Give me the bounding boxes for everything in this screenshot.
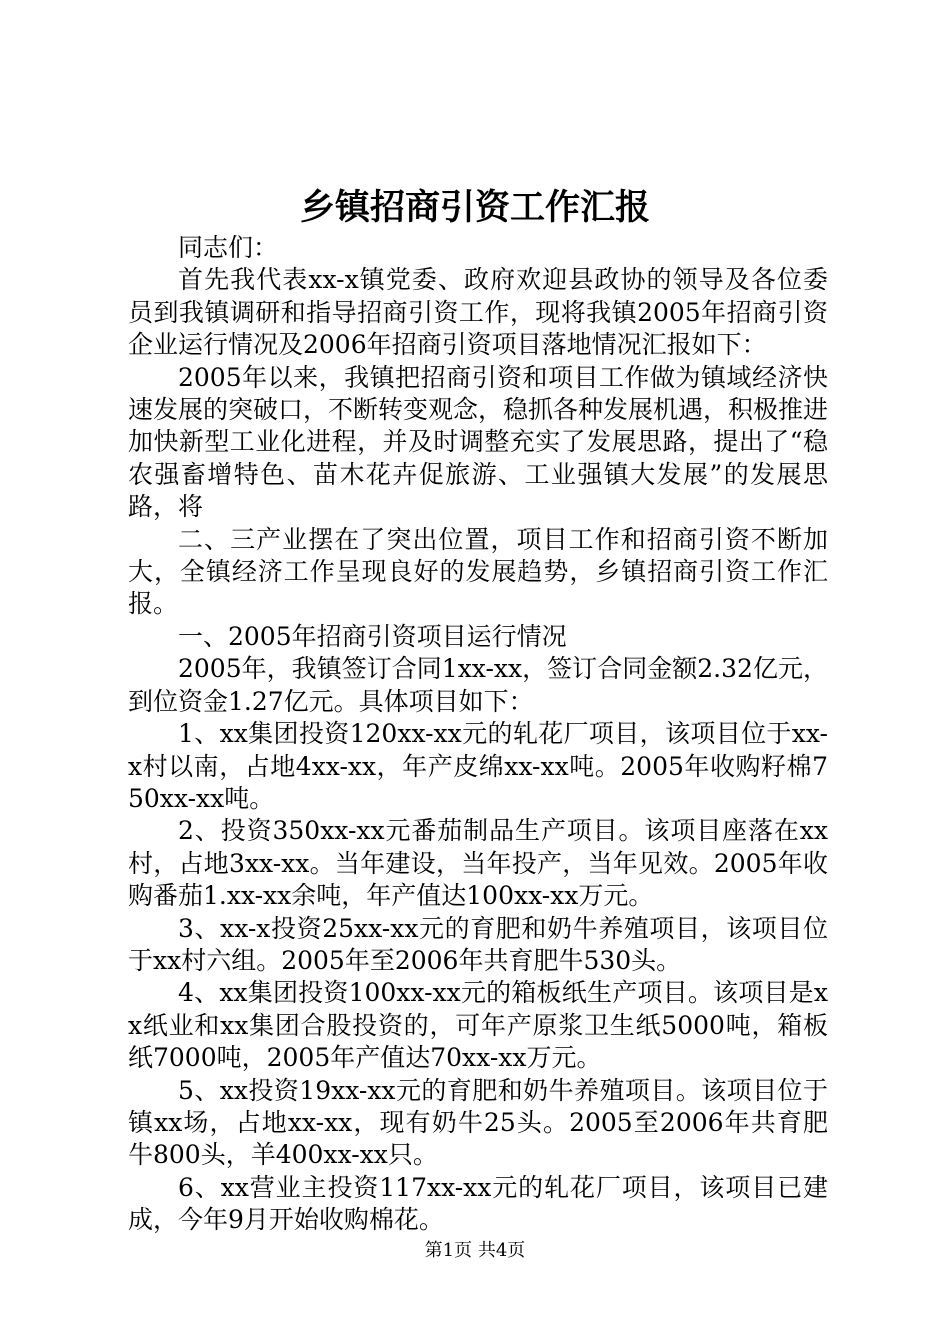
page-number-footer: 第1页 共4页 [424,1240,526,1261]
paragraph-salutation: 同志们： [178,233,279,262]
paragraph-overview: 2005年以来，我镇把招商引资和项目工作做为镇域经济快速发展的突破口，不断转变观念，稳抓各种发展机遇，积极推进加快新型工业化进程，并及时调整充实了发展思路，提出了“稳农强畜增特色、苗木花卉促旅游、工业强镇大发展”的发展思路，将 [128,362,829,522]
project-item-5: 5、xx投资19xx-xx元的育肥和奶牛养殖项目。该项目位于镇xx场，占地xx-xx，现有奶牛25头。2005至2006年共育肥牛800头，羊400xx-xx只。 [128,1075,828,1170]
project-item-6: 6、xx营业主投资117xx-xx元的轧花厂项目，该项目已建成，今年9月开始收购棉花。 [128,1172,828,1235]
section-heading: 一、2005年招商引资项目运行情况 [178,621,567,651]
paragraph-intro: 首先我代表xx-x镇党委、政府欢迎县政协的领导及各位委员到我镇调研和指导招商引资工作，现将我镇2005年招商引资企业运行情况及2006年招商引资项目落地情况汇报如下： [128,265,828,360]
project-item-2: 2、投资350xx-xx元番茄制品生产项目。该项目座落在xx村，占地3xx-xx。当年建设，当年投产，当年见效。2005年收购番茄1.xx-xx余吨，年产值达100xx-xx万元。 [128,816,828,911]
document-body [128,232,828,1237]
project-item-4: 4、xx集团投资100xx-xx元的箱板纸生产项目。该项目是xx纸业和xx集团合股投资的，可年产原浆卫生纸5000吨，箱板纸7000吨，2005年产值达70xx-xx万元。 [128,978,828,1073]
project-item-3: 3、xx-x投资25xx-xx元的育肥和奶牛养殖项目，该项目位于xx村六组。2005年至2006年共育肥牛530头。 [128,913,828,975]
document-title: 乡镇招商引资工作汇报 [299,187,650,228]
project-item-1: 1、xx集团投资120xx-xx元的轧花厂项目，该项目位于xx-x村以南，占地4xx-xx，年产皮绵xx-xx吨。2005年收购籽棉750xx-xx吨。 [128,719,828,813]
paragraph-summary: 2005年，我镇签订合同1xx-xx，签订合同金额2.32亿元，到位资金1.27亿元。具体项目如下： [128,654,828,716]
paragraph-industry: 二、三产业摆在了突出位置，项目工作和招商引资不断加大，全镇经济工作呈现良好的发展趋势，乡镇招商引资工作汇报。 [128,524,828,619]
